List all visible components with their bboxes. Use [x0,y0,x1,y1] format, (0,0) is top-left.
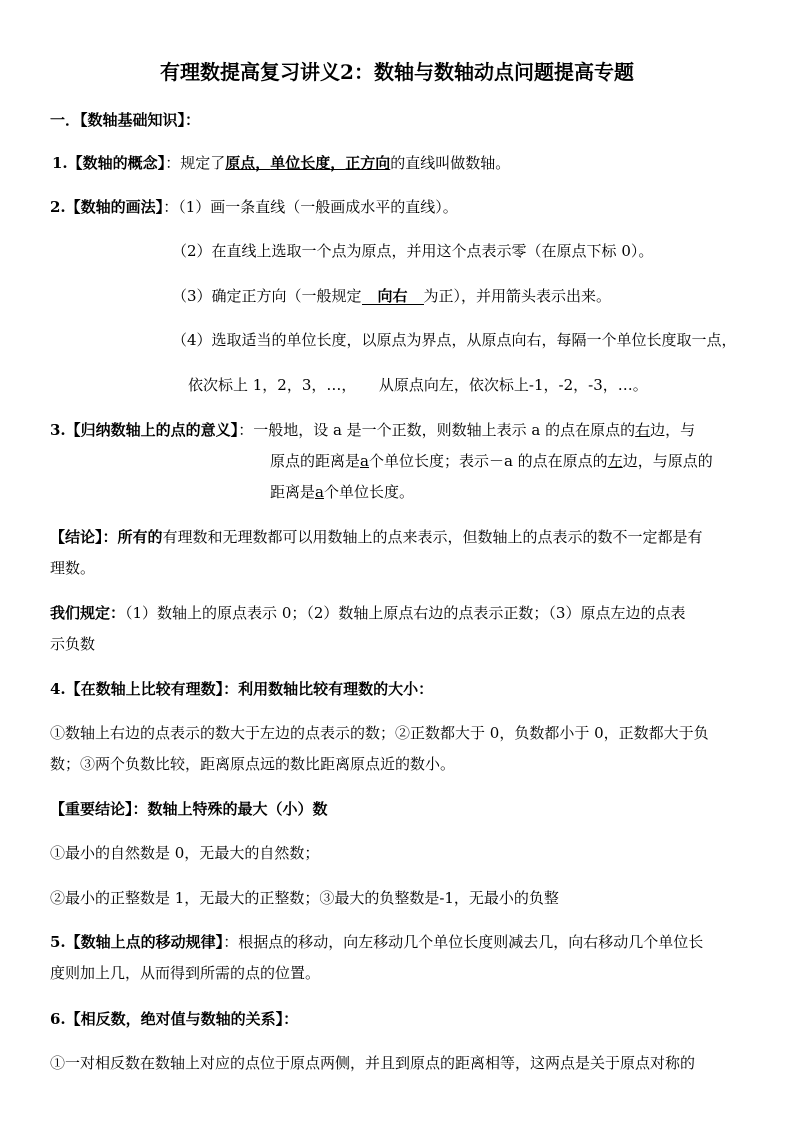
item-number: 3. [50,421,66,439]
keyword: 左 [607,452,623,470]
text: ：根据点的移动，向左移动几个单位长度则减去几，向右移动几个单位长 [223,933,704,951]
keyword: a [360,452,369,470]
section-number: 一． [50,111,81,129]
section-title: 【数轴基础知识】： [80,111,201,129]
step-2: （2）在直线上选取一个点为原点，并用这个点表示零（在原点下标 0）。 [172,242,654,260]
keyword: 原点 [225,154,256,172]
conclusion-heading: 【结论】：所有的 [50,528,163,546]
rule-line-2: 示负数 [50,635,96,653]
item-heading: 【归纳数轴上的点的意义】 [65,421,239,439]
item-heading: 【数轴的概念】 [67,154,166,172]
item-number: 4. [50,680,66,698]
paragraph-6 [50,1009,298,1029]
item-heading: 【数轴上点的移动规律】 [65,933,224,951]
conclusion-line-2: 理数。 [50,559,96,577]
text: 边，与原点的 [622,452,713,470]
separator: ， [330,154,346,172]
fill-blank: 向右 [362,288,424,305]
rule [50,603,685,623]
step-3 [172,286,611,306]
text: （1）数轴上的原点表示 0；（2）数轴上原点右边的点表示正数；（3）原点左边的点表 [125,604,686,622]
paragraph-1 [52,153,510,173]
text: 边，与 [650,421,696,439]
step-4: （4）选取适当的单位长度，以原点为界点，从原点向右，每隔一个单位长度取一点， [172,331,737,349]
text: ：规定了 [165,154,226,172]
paragraph-6-line-1: ①一对相反数在数轴上对应的点位于原点两侧，并且到原点的距离相等，这两点是关于原点对称的 [50,1054,696,1072]
item-heading: 【相反数，绝对值与数轴的关系】： [65,1010,299,1028]
text: 个单位长度；表示－a 的点在原点的 [368,452,608,470]
text: （3）确定正方向（一般规定 [172,287,362,305]
text: 有理数和无理数都可以用数轴上的点来表示，但数轴上的点表示的数不一定都是有 [162,528,703,546]
keyword: 正方向 [345,154,391,172]
item-heading: 【在数轴上比较有理数】：利用数轴比较有理数的大小： [65,680,434,698]
text: 的直线叫做数轴。 [390,154,511,172]
paragraph-3-line-3 [270,482,414,502]
paragraph-5 [50,932,703,952]
keyword: 右 [635,421,651,439]
page-title: 有理数提高复习讲义2：数轴与数轴动点问题提高专题 [160,60,634,84]
item-number: 6. [50,1010,66,1028]
item-number: 5. [50,933,66,951]
step-4-continued: 依次标上 1，2，3，…， 从原点向左，依次标上-1，-2，-3，…。 [188,376,648,394]
paragraph-2 [50,197,458,217]
text: 为正），并用箭头表示出来。 [423,287,612,305]
important-line-1: ①最小的自然数是 0，无最大的自然数； [50,844,320,862]
paragraph-3 [50,420,695,440]
section-heading [50,110,200,130]
separator: ， [255,154,271,172]
important-line-2: ②最小的正整数是 1，无最大的正整数；③最大的负整数是-1，无最小的负整 [50,889,559,907]
rule-heading: 我们规定： [50,604,126,622]
important-conclusion-heading: 【重要结论】：数轴上特殊的最大（小）数 [50,800,328,818]
text: ：一般地，设 a 是一个正数，则数轴上表示 a 的点在原点的 [238,421,636,439]
conclusion [50,527,703,547]
item-number: 2. [50,198,66,216]
paragraph-5-line-2: 度则加上几，从而得到所需的点的位置。 [50,964,321,982]
text: 距离是 [270,483,316,501]
paragraph-3-line-2 [270,451,713,471]
paragraph-4 [50,679,433,699]
keyword: a [315,483,324,501]
text: 原点的距离是 [270,452,361,470]
keyword: 单位长度 [270,154,331,172]
text: 个单位长度。 [323,483,414,501]
item-number: 1. [52,154,68,172]
paragraph-4-line-2: 数；③两个负数比较，距离原点远的数比距离原点近的数小。 [50,755,456,773]
text: ：（1）画一条直线（一般画成水平的直线）。 [163,198,458,216]
paragraph-4-line-1: ①数轴上右边的点表示的数大于左边的点表示的数；②正数都大于 0，负数都小于 0，正数都大于负 [50,724,709,742]
item-heading: 【数轴的画法】 [65,198,164,216]
